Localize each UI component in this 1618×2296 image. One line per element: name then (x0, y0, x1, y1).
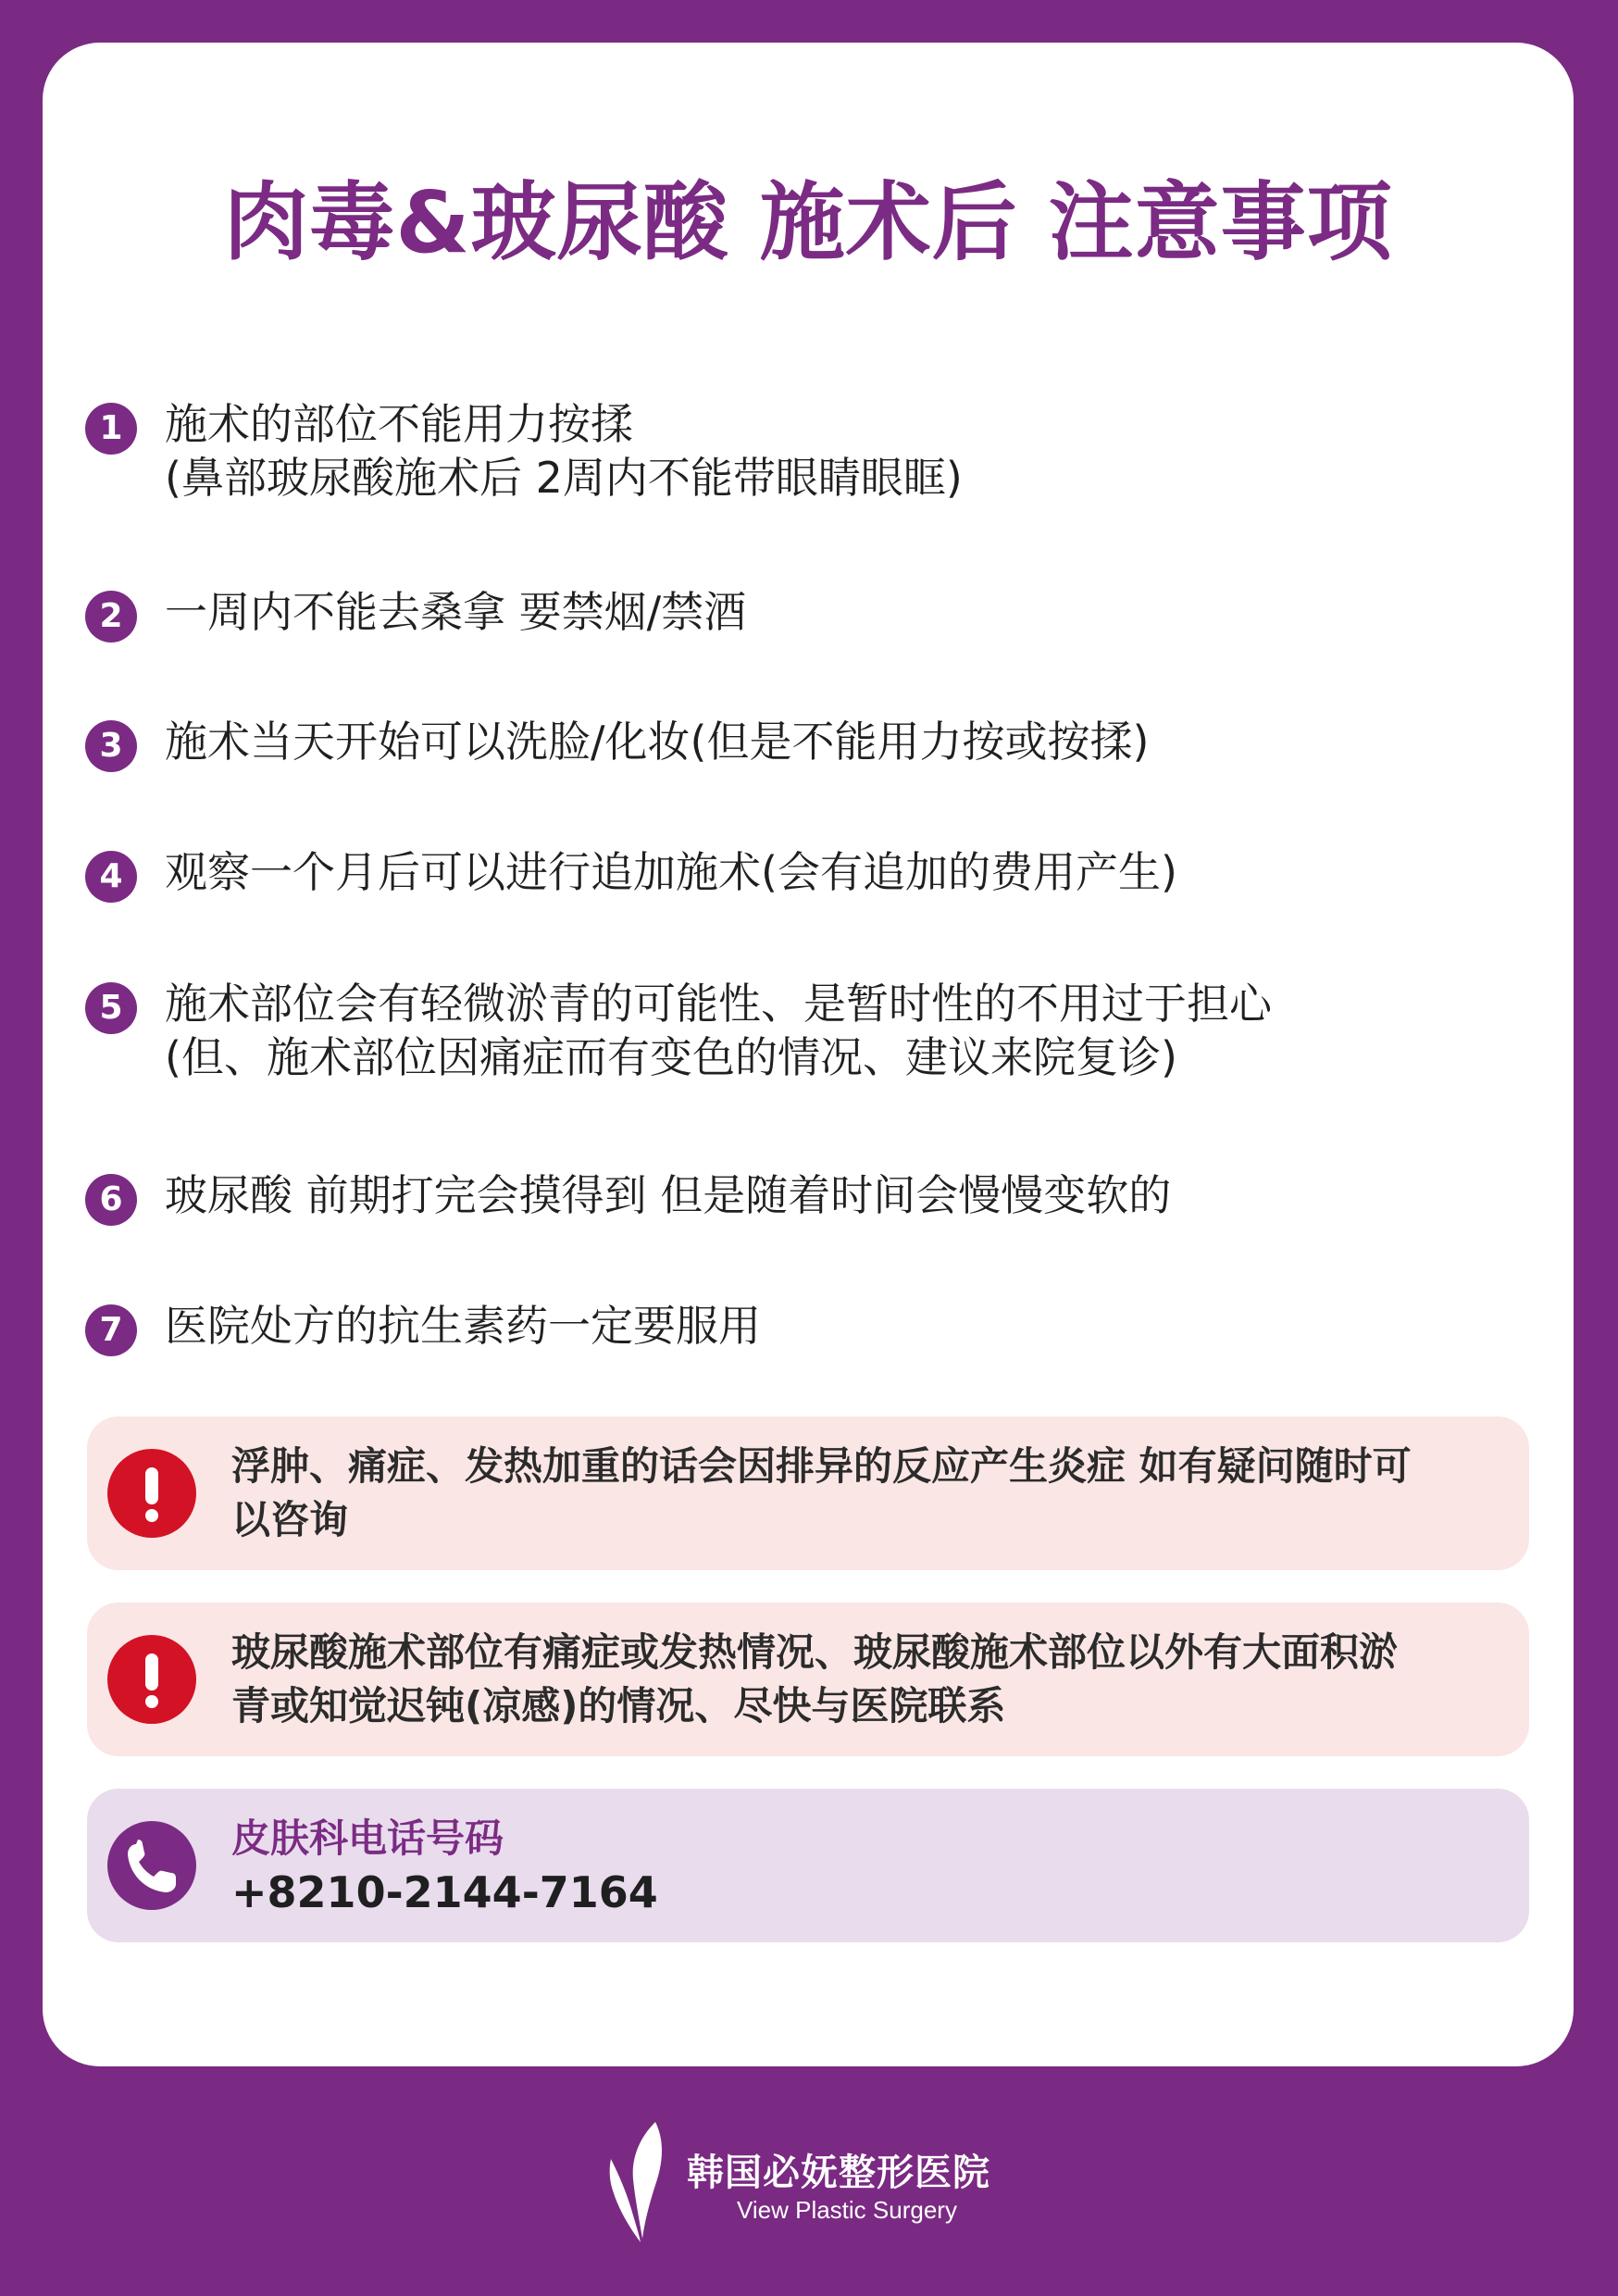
warning-line: 青或知觉迟钝(凉感)的情况、尽快与医院联系 (231, 1683, 1006, 1728)
contact-box (87, 1789, 1529, 1942)
item-text (165, 585, 746, 639)
number-badge: 1 (85, 403, 137, 455)
list-item (85, 585, 1529, 643)
list-item (85, 1299, 1529, 1356)
warning-box (87, 1603, 1529, 1756)
item-text (165, 845, 1177, 899)
hospital-name-cn: 韩国必妩整形医院 (687, 2152, 990, 2194)
phone-icon (107, 1821, 196, 1910)
warning-box (87, 1416, 1529, 1570)
phone-number[interactable]: +8210-2144-7164 (231, 1867, 658, 1917)
item-text (165, 1168, 1171, 1222)
number-badge: 5 (85, 982, 137, 1034)
item-text (165, 397, 963, 505)
item-text (165, 715, 1149, 768)
hospital-logo-text (687, 2152, 990, 2226)
warning-line: 以咨询 (231, 1497, 349, 1542)
item-line: (但、施术部位因痛症而有变色的情况、建议来院复诊) (165, 1032, 1177, 1082)
warning-line: 玻尿酸施术部位有痛症或发热情况、玻尿酸施术部位以外有大面积淤 (231, 1629, 1399, 1675)
list-item (85, 1168, 1529, 1226)
item-text (165, 977, 1272, 1084)
item-line: 玻尿酸 前期打完会摸得到 但是随着时间会慢慢变软的 (165, 1170, 1172, 1220)
number-badge: 7 (85, 1304, 137, 1356)
notice-card (43, 43, 1574, 2066)
item-line: 医院处方的抗生素药一定要服用 (165, 1301, 761, 1351)
exclamation-icon (107, 1449, 196, 1538)
list-item (85, 977, 1529, 1084)
footer (0, 2120, 1618, 2250)
exclamation-icon (107, 1635, 196, 1724)
contact-text (231, 1812, 658, 1919)
item-text (165, 1299, 761, 1353)
item-line: 观察一个月后可以进行追加施术(会有追加的费用产生) (165, 847, 1177, 897)
warning-text (231, 1440, 1412, 1547)
contact-label: 皮肤科电话号码 (231, 1816, 504, 1861)
hospital-name-en: View Plastic Surgery (737, 2196, 957, 2224)
warning-line: 浮肿、痛症、发热加重的话会因排异的反应产生炎症 如有疑问随时可 (231, 1443, 1412, 1489)
item-line: (鼻部玻尿酸施术后 2周内不能带眼睛眼眶) (165, 453, 963, 503)
item-line: 施术部位会有轻微淤青的可能性、是暂时性的不用过于担心 (165, 979, 1272, 1029)
number-badge: 3 (85, 720, 137, 772)
list-item (85, 845, 1529, 903)
list-item (85, 397, 1529, 505)
number-badge: 4 (85, 851, 137, 903)
item-line: 施术当天开始可以洗脸/化妆(但是不能用力按或按揉) (165, 717, 1150, 767)
warning-text (231, 1626, 1398, 1733)
stylized-leaf-logo-icon (602, 2120, 685, 2250)
number-badge: 2 (85, 591, 137, 643)
item-line: 一周内不能去桑拿 要禁烟/禁酒 (165, 587, 747, 637)
list-item (85, 715, 1529, 772)
page-title: 肉毒&玻尿酸 施术后 注意事项 (223, 173, 1393, 272)
number-badge: 6 (85, 1174, 137, 1226)
item-line: 施术的部位不能用力按揉 (165, 399, 633, 449)
